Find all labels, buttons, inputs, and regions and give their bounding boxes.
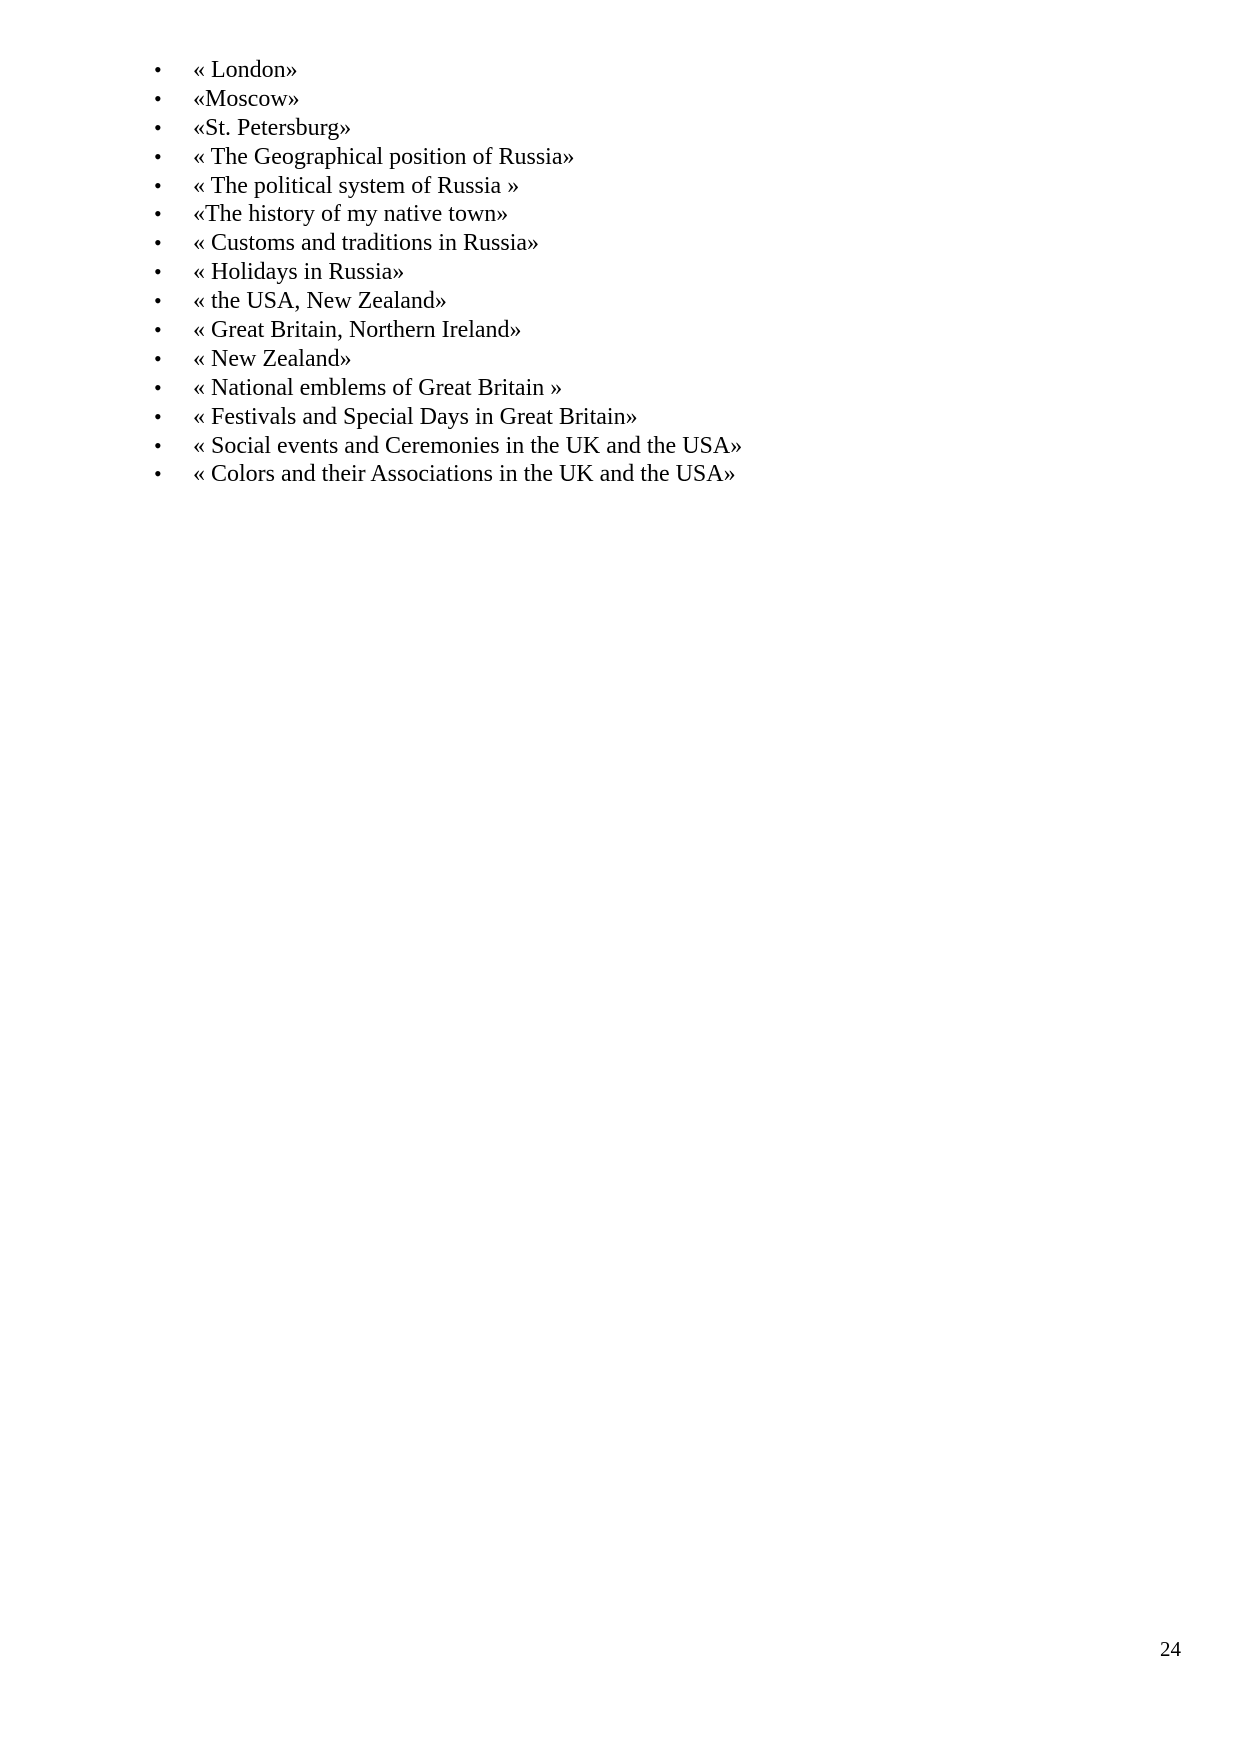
page-number: 24 (1160, 1637, 1181, 1661)
bullet-icon: • (154, 230, 162, 256)
topic-text: « Colors and their Associations in the UK and the USA» (193, 461, 736, 488)
bullet-icon: • (154, 403, 162, 429)
bullet-icon: • (154, 57, 162, 82)
topic-text: «Moscow» (193, 85, 300, 112)
bullet-icon: • (154, 345, 162, 371)
bullet-icon: • (154, 374, 162, 400)
topic-text: « Customs and traditions in Russia» (193, 230, 540, 257)
topic-text: « New Zealand» (193, 345, 352, 372)
topic-text: « Great Britain, Northern Ireland» (193, 317, 522, 344)
topic-text: « the USA, New Zealand» (193, 288, 447, 315)
bullet-icon: • (154, 85, 162, 111)
topic-text: «St. Petersburg» (193, 114, 352, 141)
bullet-icon: • (154, 259, 162, 285)
bullet-icon: • (154, 317, 162, 343)
bullet-icon: • (154, 288, 162, 314)
topic-text: « The Geographical position of Russia» (193, 143, 575, 170)
topic-text: «The history of my native town» (193, 201, 509, 228)
topic-text: « Holidays in Russia» (193, 259, 405, 286)
topic-text: « Festivals and Special Days in Great Britain» (193, 403, 638, 430)
bullet-icon: • (154, 461, 162, 487)
topic-text: « Social events and Ceremonies in the UK and the USA» (193, 432, 743, 459)
bullet-icon: • (154, 143, 162, 169)
bullet-icon: • (154, 114, 162, 140)
topic-text: « London» (193, 57, 298, 83)
topic-text: « National emblems of Great Britain » (193, 374, 563, 401)
bullet-icon: • (154, 201, 162, 227)
topic-text: « The political system of Russia » (193, 172, 520, 199)
bullet-icon: • (154, 432, 162, 458)
bullet-icon: • (154, 172, 162, 198)
